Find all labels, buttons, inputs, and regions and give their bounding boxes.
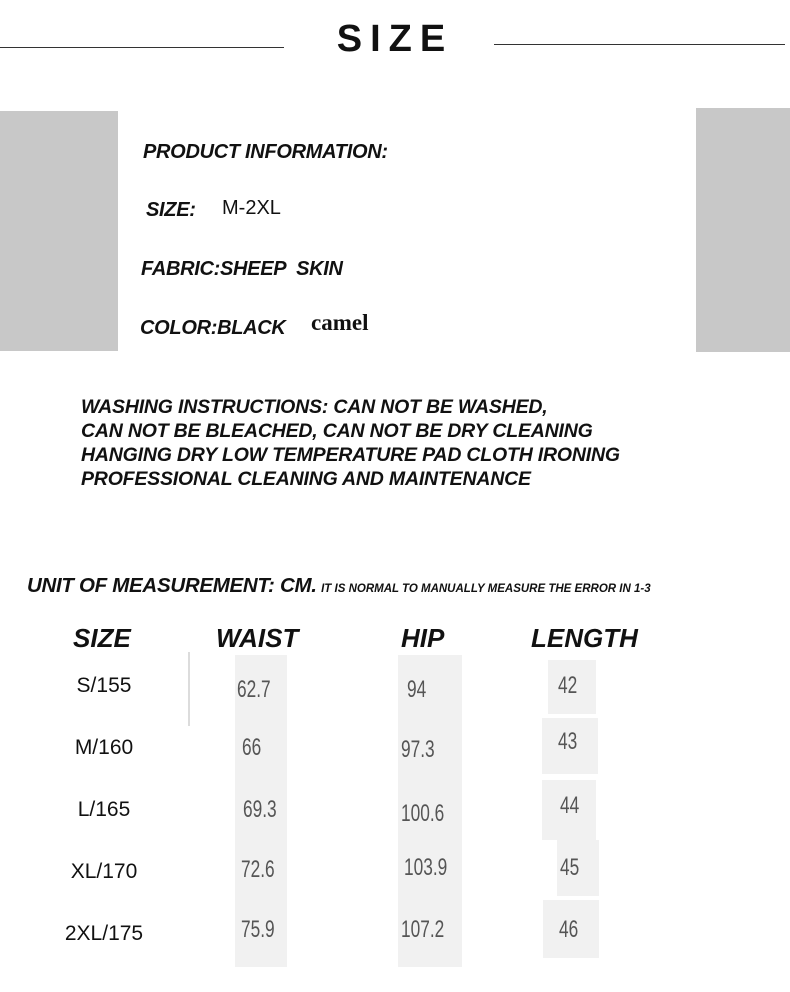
table-header-size: SIZE — [73, 623, 131, 653]
table-cell-length: 45 — [560, 854, 580, 881]
table-cell-length: 42 — [558, 672, 578, 699]
washing-line: PROFESSIONAL CLEANING AND MAINTENANCE — [81, 468, 531, 490]
table-header-waist: WAIST — [216, 623, 299, 653]
unit-of-measurement: UNIT OF MEASUREMENT: CM. — [27, 574, 317, 597]
header-rule-right — [494, 44, 785, 45]
table-cell-size: S/155 — [76, 674, 132, 697]
table-cell-hip: 107.2 — [401, 916, 445, 943]
table-cell-size: L/165 — [77, 798, 131, 821]
product-info-heading: PRODUCT INFORMATION: — [143, 141, 388, 163]
table-cell-hip: 94 — [407, 676, 427, 703]
table-cell-waist: 75.9 — [241, 916, 275, 943]
table-cell-length: 44 — [560, 792, 580, 819]
table-cell-size: M/160 — [74, 736, 134, 759]
table-cell-waist: 72.6 — [241, 856, 275, 883]
table-cell-hip: 97.3 — [401, 736, 435, 763]
table-header-length: LENGTH — [531, 623, 638, 653]
washing-line: CAN NOT BE BLEACHED, CAN NOT BE DRY CLEANING — [81, 420, 593, 442]
table-cell-waist: 69.3 — [243, 796, 277, 823]
table-cell-waist: 66 — [242, 734, 262, 761]
column-divider — [188, 652, 190, 726]
unit-line — [27, 574, 651, 598]
measurement-error-note: IT IS NORMAL TO MANUALLY MEASURE THE ERROR IN 1-3 — [321, 583, 651, 595]
table-header-hip: HIP — [401, 623, 445, 653]
page-title: SIZE — [336, 18, 454, 60]
size-label: SIZE: — [146, 199, 196, 221]
table-cell-waist: 62.7 — [237, 676, 271, 703]
washing-line: HANGING DRY LOW TEMPERATURE PAD CLOTH IRONING — [81, 444, 620, 466]
size-value: M-2XL — [222, 197, 281, 219]
table-cell-length: 43 — [558, 728, 578, 755]
side-block-right — [696, 108, 790, 352]
table-cell-length: 46 — [559, 916, 579, 943]
table-cell-hip: 103.9 — [404, 854, 448, 881]
table-cell-size: XL/170 — [70, 860, 138, 883]
side-block-left — [0, 111, 118, 351]
fabric-info: FABRIC:SHEEP SKIN — [141, 258, 343, 280]
table-cell-hip: 100.6 — [401, 800, 445, 827]
color-label: COLOR:BLACK — [140, 317, 286, 339]
washing-instructions — [81, 395, 620, 491]
color-value-camel: camel — [311, 310, 369, 335]
table-cell-size: 2XL/175 — [64, 922, 144, 945]
washing-line: WASHING INSTRUCTIONS: CAN NOT BE WASHED, — [81, 396, 548, 418]
